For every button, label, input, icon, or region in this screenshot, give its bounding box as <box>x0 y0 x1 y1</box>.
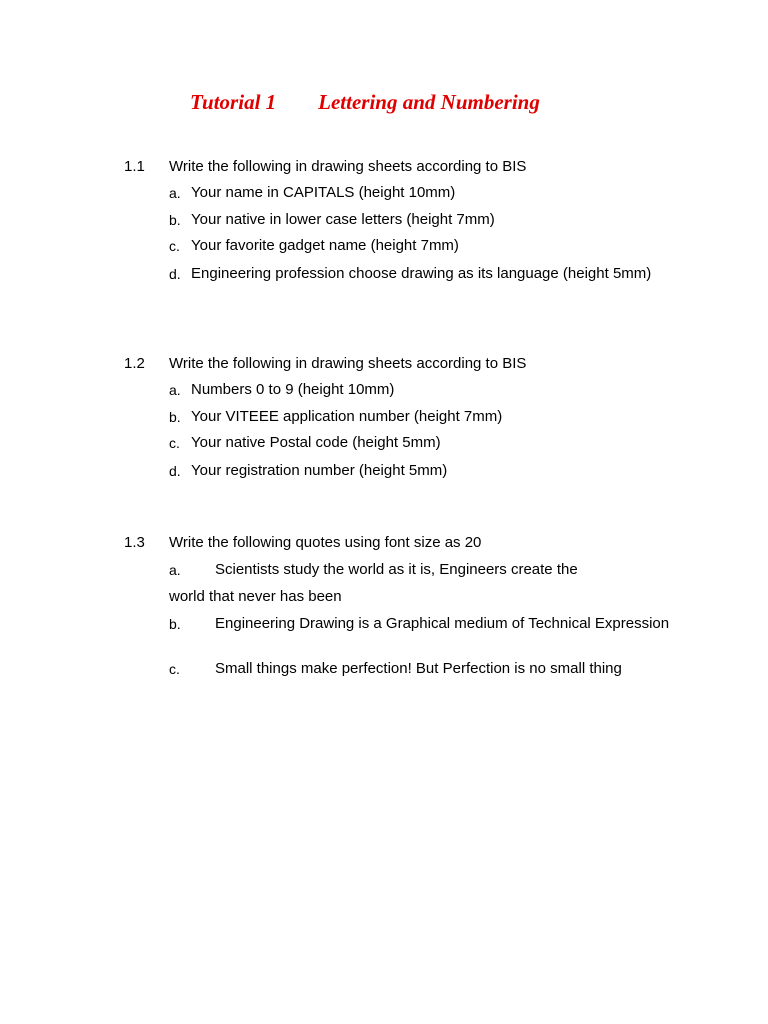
item-label: d. <box>169 463 181 479</box>
item-text: Your native in lower case letters (height 7mm) <box>191 211 495 228</box>
item-label: c. <box>169 435 180 451</box>
item-text: Engineering Drawing is a Graphical medium of Technical Expression <box>215 615 670 632</box>
item-text: Scientists study the world as it is, Engineers create the <box>215 561 578 578</box>
item-label: b. <box>169 616 181 632</box>
item-text: Small things make perfection! But Perfection is no small thing <box>215 660 622 677</box>
item-text: Your native Postal code (height 5mm) <box>191 434 441 451</box>
item-text: Your favorite gadget name (height 7mm) <box>191 237 459 254</box>
item-text: Numbers 0 to 9 (height 10mm) <box>191 381 395 398</box>
item-label: c. <box>169 661 180 677</box>
item-text: Your VITEEE application number (height 7mm) <box>191 408 503 425</box>
item-text: Your registration number (height 5mm) <box>191 462 448 479</box>
item-label: a. <box>169 185 181 201</box>
section-number: 1.2 <box>124 355 145 372</box>
item-label: d. <box>169 266 181 282</box>
item-label: b. <box>169 212 181 228</box>
item-text: Engineering profession choose drawing as its language (height 5mm) <box>191 265 652 282</box>
item-label: c. <box>169 238 180 254</box>
page-title <box>190 90 540 115</box>
section-number: 1.1 <box>124 158 145 175</box>
item-text: Your name in CAPITALS (height 10mm) <box>191 184 456 201</box>
section-heading: Write the following in drawing sheets according to BIS <box>169 355 527 372</box>
title-topic: Lettering and Numbering <box>318 90 540 114</box>
title-tutorial-number: Tutorial 1 <box>190 90 277 114</box>
section-heading: Write the following in drawing sheets according to BIS <box>169 158 527 175</box>
section-heading: Write the following quotes using font size as 20 <box>169 534 482 551</box>
item-label: a. <box>169 562 181 578</box>
item-label: b. <box>169 409 181 425</box>
section-number: 1.3 <box>124 534 145 551</box>
item-text-continuation: world that never has been <box>169 588 342 605</box>
item-label: a. <box>169 382 181 398</box>
